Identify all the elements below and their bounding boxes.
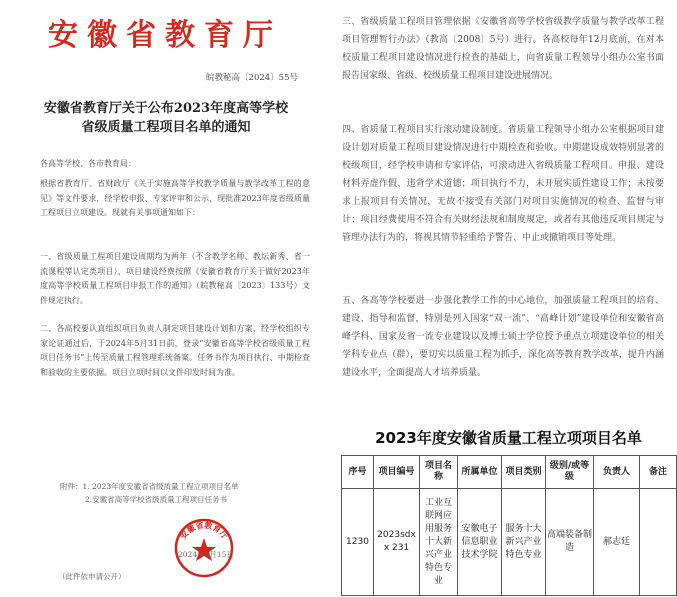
header-name: 项目名称: [420, 456, 458, 489]
cell-level: 高端装备制造: [546, 489, 594, 596]
table-title: 2023年度安徽省质量工程立项项目名单: [375, 429, 642, 447]
paragraph-4: 四、省质量工程项目实行滚动建设制度。省质量工程领导小组办公室根据项目建设计划对质量工程项目建设情况进行中期检查和验收。中期建设成效特别显著的校级项目，经学校申请和专家评估，可滚动进入省级质量工程项目。申报、建设材料弄虚作假、违背学术道德；项目执行不力，未开展实质性建设工作；未按要求上报项目有关情况，无故不接受有关部门对项目实施情况的检查、监督与审计；项目经费使用不符合有关财经法规和制度规定，或者有其他违反项目规定与管理办法行为的，将视其情节轻重给予警告、中止或撤销项目等处理。: [342, 125, 664, 243]
header-unit: 所属单位: [458, 456, 502, 489]
header-category: 项目类别: [502, 456, 546, 489]
issue-date: 2024年5月15日: [178, 550, 234, 559]
paragraph-5: 五、各高等学校要进一步强化教学工作的中心地位，加强质量工程项目的培育、建设、指导和监督，特别是列入国家“双一流”、“高峰计划”建设单位和安徽省高峰学科、国家及省一流专业建设以及博士硕士学位授予重点立项建设单位的相关学科专业点（群），要切实以质量工程为抓手，深化高等教育教学改革，提升内涵建设水平，全面提高人才培养质量。: [342, 296, 664, 378]
header-code: 项目编号: [374, 456, 420, 489]
paragraph-2: 二、各高校要认真组织项目负责人制定项目建设计划和方案，经学校组织专家论证通过后，于2024年5月31日前，登录“安徽省高等学校省级质量工程项目任务书”上传至质量工程管理系统备案。任务书作为项目执行、中期检查和验收的主要依据。项目立项时间以文件印发时间为准。: [40, 324, 310, 377]
notice-title: [20, 99, 312, 137]
cell-leader: 郝志廷: [594, 489, 640, 596]
header-leader: 负责人: [594, 456, 640, 489]
header-note: 备注: [640, 456, 677, 489]
attachment-1: 附件：1. 2023年度安徽省省级质量工程立项项目名单: [60, 482, 239, 491]
cell-unit: 安徽电子信息职业技术学院: [458, 489, 502, 596]
notice-left-page: [0, 0, 332, 597]
table-header-row: [342, 456, 677, 489]
document-number: 皖教秘高〔2024〕55号: [206, 73, 298, 83]
header-level: 级别/或等级: [546, 456, 594, 489]
header-seq: 序号: [342, 456, 374, 489]
paragraph-1: 一、省级质量工程项目建设周期均为两年（不含教学名师、教坛新秀、省一流课程等认定类项目），项目建设经费按照《安徽省教育厅关于做好2023年度高等学校质量工程项目申报工作的通知》（皖教秘高〔2023〕133号）文件规定执行。: [40, 252, 310, 305]
salutation: 各高等学校、各市教育局：: [40, 159, 136, 168]
seal-text: 安徽省教育厅: [178, 520, 230, 542]
cell-name: 工业互联网应用服务十大新兴产业特色专业: [420, 489, 458, 596]
official-seal-icon: [172, 516, 236, 580]
intro-paragraph: 根据省教育厅、省财政厅《关于实施高等学校教学质量与教学改革工程的意见》等文件要求，经学校申报、专家评审和公示，现批准2023年度省级质量工程项目立项建设。现就有关事项通知如下：: [40, 179, 310, 217]
cell-note: [640, 489, 677, 596]
project-list-table-panel: [340, 423, 677, 597]
notice-right-page: [332, 0, 677, 597]
svg-text:安徽省教育厅: [178, 520, 230, 541]
table-row: [342, 489, 677, 596]
project-table: [341, 455, 677, 596]
cell-code: 2023sdxx 231: [374, 489, 420, 596]
attachments: [60, 480, 239, 506]
cell-category: 服务十大新兴产业特色专业: [502, 489, 546, 596]
masthead: 安徽省教育厅: [48, 18, 282, 53]
title-line-2: 省级质量工程项目名单的通知: [81, 120, 251, 135]
attachment-2: 2.安徽省高等学校省级质量工程项目任务书: [85, 495, 228, 504]
title-line-1: 安徽省教育厅关于公布2023年度高等学校: [43, 101, 289, 116]
paragraph-3: 三、省级质量工程项目管理依据《安徽省高等学校省级教学质量与教学改革工程项目管理暂行办法》（教高〔2008〕5号）进行。各高校每年12月底前，在对本校质量工程项目建设情况进行检查的基础上，向省质量工程领导小组办公室书面报告国家级、省级、校级质量工程项目建设进展情况。: [342, 17, 664, 81]
public-note: （此件依申请公开）: [58, 572, 126, 581]
cell-seq: 1230: [342, 489, 374, 596]
